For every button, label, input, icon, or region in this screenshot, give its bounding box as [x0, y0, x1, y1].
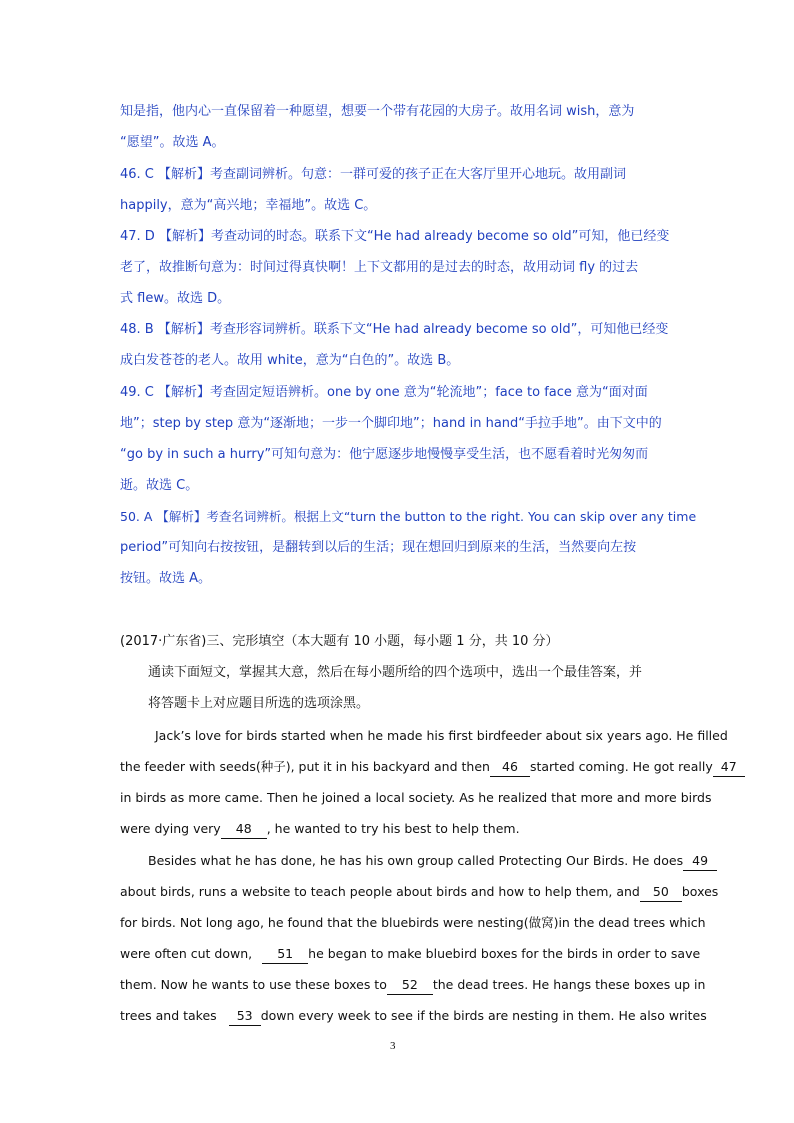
passage-text: were dying very: [120, 821, 221, 836]
passage-p1-line4: [120, 820, 520, 839]
passage-text: started coming. He got really: [529, 759, 713, 774]
passage-text: Besides what he has done, he has his own group called Protecting Our Birds. He does: [148, 853, 684, 868]
blank-52: 52: [387, 976, 433, 995]
passage-text: about birds, runs a website to teach people about birds and how to help them, and: [120, 884, 640, 899]
passage-p1-line3: in birds as more came. Then he joined a local society. As he realized that more and more birds: [120, 790, 712, 805]
blank-50: 50: [640, 883, 682, 902]
passage-p1-line1: Jack’s love for birds started when he made his first birdfeeder about six years ago. He filled: [155, 728, 728, 743]
answer-49-line1: 49. C 【解析】考查固定短语辨析。one by one 意为“轮流地”；face to face 意为“面对面: [120, 385, 648, 400]
passage-text: he began to make bluebird boxes for the birds in order to save: [308, 946, 701, 961]
passage-p2-line6: [120, 1007, 707, 1026]
section-header: (2017·广东省)三、完形填空（本大题有 10 小题，每小题 1 分，共 10 分）: [120, 634, 559, 649]
answer-47-line1: 47. D 【解析】考查动词的时态。联系下文“He had already become so old”可知，他已经变: [120, 229, 670, 244]
passage-p2-line3: for birds. Not long ago, he found that the bluebirds were nesting(做窝)in the dead trees which: [120, 915, 706, 930]
blank-47: 47: [713, 758, 745, 777]
passage-p2-line1: [148, 852, 717, 871]
passage-text: them. Now he wants to use these boxes to: [120, 977, 387, 992]
blank-48: 48: [221, 820, 267, 839]
passage-text: the feeder with seeds(种子), put it in his backyard and then: [120, 759, 490, 774]
answer-46-line1: 46. C 【解析】考查副词辨析。句意：一群可爱的孩子正在大客厅里开心地玩。故用副词: [120, 167, 627, 182]
blank-51: 51: [262, 945, 308, 964]
answer-46-line2: happily，意为“高兴地；幸福地”。故选 C。: [120, 198, 377, 213]
answer-48-line1: 48. B 【解析】考查形容词辨析。联系下文“He had already become so old”，可知他已经变: [120, 322, 669, 337]
passage-text: down every week to see if the birds are nesting in them. He also writes: [260, 1008, 707, 1023]
passage-p2-line2: [120, 883, 718, 902]
answer-50-line3: 按钮。故选 A。: [120, 571, 212, 586]
passage-p2-line5: [120, 976, 705, 995]
passage-text: were often cut down,: [120, 946, 253, 961]
answer-49-line2: 地”；step by step 意为“逐渐地；一步一个脚印地”；hand in hand“手拉手地”。由下文中的: [120, 416, 662, 431]
answer-49-line4: 逝。故选 C。: [120, 478, 199, 493]
answer-line: 知是指，他内心一直保留着一种愿望，想要一个带有花园的大房子。故用名词 wish，意为: [120, 104, 635, 119]
answer-47-line3: 式 flew。故选 D。: [120, 291, 231, 306]
answer-50-line2: period”可知向右按按钮，是翻转到以后的生活；现在想回归到原来的生活，当然要向左按: [120, 540, 637, 555]
answer-line: “愿望”。故选 A。: [120, 135, 225, 150]
passage-text: trees and takes: [120, 1008, 217, 1023]
answer-50-line1: 50. A 【解析】考查名词辨析。根据上文“turn the button to the right. You can skip over any time: [120, 509, 697, 524]
blank-46: 46: [490, 758, 530, 777]
section-instruction-line2: 将答题卡上对应题目所选的选项涂黑。: [148, 696, 370, 711]
passage-p1-line2: [120, 758, 745, 777]
answer-48-line2: 成白发苍苍的老人。故用 white，意为“白色的”。故选 B。: [120, 353, 460, 368]
blank-53: 53: [229, 1007, 261, 1026]
blank-49: 49: [683, 852, 717, 871]
passage-p2-line4: [120, 945, 700, 964]
passage-text: boxes: [681, 884, 719, 899]
answer-47-line2: 老了，故推断句意为：时间过得真快啊！上下文都用的是过去的时态，故用动词 fly 的过去: [120, 260, 639, 275]
answer-49-line3: “go by in such a hurry”可知句意为：他宁愿逐步地慢慢享受生活，也不愿看着时光匆匆而: [120, 447, 649, 462]
section-instruction-line1: 通读下面短文，掌握其大意，然后在每小题所给的四个选项中，选出一个最佳答案，并: [148, 665, 643, 680]
passage-text: , he wanted to try his best to help them.: [266, 821, 520, 836]
passage-text: the dead trees. He hangs these boxes up in: [432, 977, 706, 992]
page-number: 3: [390, 1040, 396, 1052]
